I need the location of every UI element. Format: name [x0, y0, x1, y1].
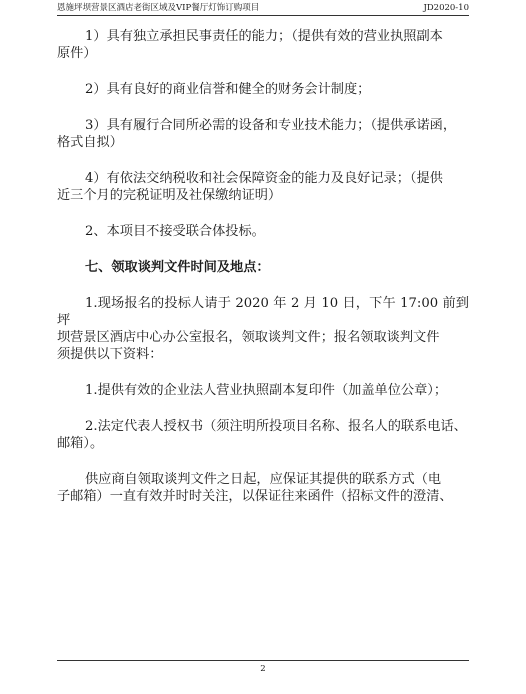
- no-consortium-clause: [57, 223, 469, 240]
- document-body: [57, 28, 469, 505]
- requirement-item-1-line-2: 原件）: [57, 46, 97, 61]
- no-consortium-text: 2、本项目不接受联合体投标。: [85, 224, 265, 239]
- page-header: [57, 2, 469, 14]
- requirement-item-2-line-1: 2）具有良好的商业信誉和健全的财务会计制度；: [85, 82, 371, 97]
- header-doc-code: JD2020-10: [423, 3, 469, 13]
- page-number: 2: [260, 664, 266, 674]
- section-7-paragraph-1-line-2: 坝营景区酒店中心办公室报名，领取谈判文件；报名领取谈判文件: [57, 330, 440, 345]
- section-7-paragraph-1-line-1: 1.现场报名的投标人请于 2020 年 2 月 10 日，下午 17:00 前到坪: [57, 296, 469, 328]
- section-7-paragraph-3-line-2: 邮箱）。: [57, 436, 104, 451]
- section-7-heading: [57, 259, 469, 276]
- requirement-item-1: [57, 28, 469, 62]
- requirement-item-3-line-2: 格式自拟）: [57, 135, 123, 150]
- footer-divider: [57, 660, 469, 661]
- section-7-paragraph-2-line-1: 1.提供有效的企业法人营业执照副本复印件（加盖单位公章）；: [85, 383, 448, 398]
- requirement-item-4: [57, 170, 469, 204]
- header-project-title: 恩施坪坝营景区酒店老街区域及VIP餐厅灯饰订购项目: [57, 3, 260, 13]
- requirement-item-1-line-1: 1）具有独立承担民事责任的能力；（提供有效的营业执照副本: [85, 29, 443, 44]
- section-7-paragraph-1-line-3: 须提供以下资料：: [57, 347, 163, 362]
- section-7-paragraph-3: [57, 418, 469, 452]
- requirement-item-4-line-1: 4）有依法交纳税收和社会保障资金的能力及良好记录；（提供: [85, 171, 443, 186]
- requirement-item-4-line-2: 近三个月的完税证明及社保缴纳证明）: [57, 188, 282, 203]
- section-7-paragraph-4: [57, 471, 469, 505]
- requirement-item-2: [57, 81, 469, 98]
- section-7-paragraph-4-line-2: 子邮箱）一直有效并时时关注，以保证往来函件（招标文件的澄清、: [57, 489, 453, 504]
- section-7-paragraph-4-line-1: 供应商自领取谈判文件之日起，应保证其提供的联系方式（电: [85, 472, 442, 487]
- header-divider: [57, 15, 469, 16]
- requirement-item-3: [57, 117, 469, 151]
- section-7-paragraph-3-line-1: 2.法定代表人授权书（须注明所投项目名称、报名人的联系电话、: [85, 419, 467, 434]
- section-7-title: 七、领取谈判文件时间及地点：: [85, 260, 270, 275]
- section-7-paragraph-1: [57, 295, 469, 363]
- section-7-paragraph-2: [57, 382, 469, 399]
- requirement-item-3-line-1: 3）具有履行合同所必需的设备和专业技术能力；（提供承诺函，: [85, 118, 457, 133]
